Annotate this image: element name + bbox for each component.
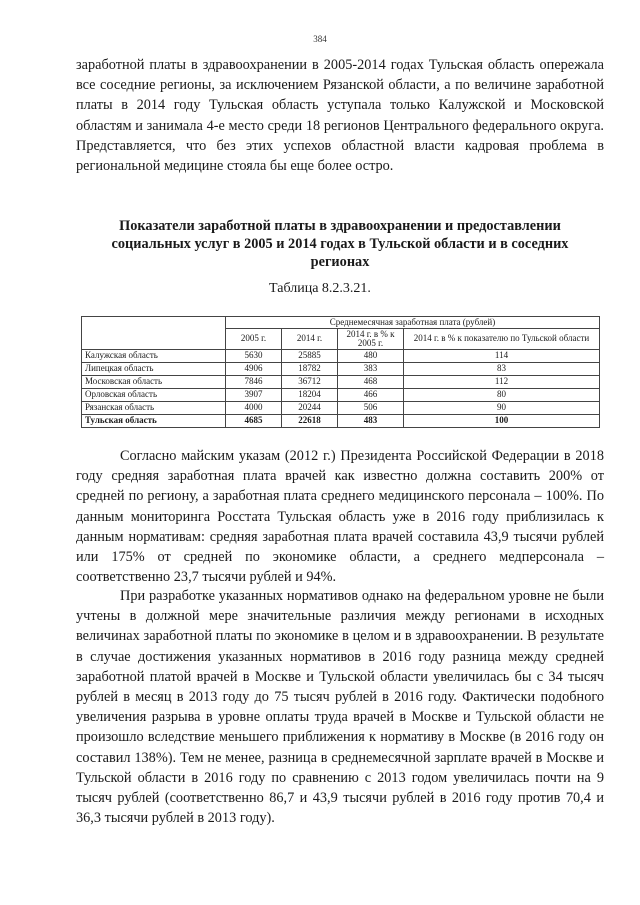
table-row <box>82 402 600 415</box>
pct-2005-cell: 480 <box>338 350 404 363</box>
value-2005-cell: 4000 <box>226 402 282 415</box>
pct-tula-cell: 90 <box>404 402 600 415</box>
value-2014-cell: 25885 <box>282 350 338 363</box>
column-header-pct-2005: 2014 г. в % к 2005 г. <box>338 329 404 350</box>
value-2005-cell: 4685 <box>226 415 282 428</box>
pct-2005-cell: 383 <box>338 363 404 376</box>
value-2005-cell: 4906 <box>226 363 282 376</box>
table-row-total <box>82 415 600 428</box>
paragraph-intro: заработной платы в здравоохранении в 2005-2014 годах Тульская область опережала все соседние регионы, за исключением Рязанской области, а по величине заработной платы в 2014 году Тульская область уступала только Калужской и Московской областям и занимала 4-е место среди 18 регионов Центрального федерального округа. Представляется, что без этих успехов областной власти кадровая проблема в региональной медицине стояла бы еще более остро. <box>76 57 604 175</box>
salary-table <box>81 316 600 428</box>
column-header-2014: 2014 г. <box>282 329 338 350</box>
pct-tula-cell: 80 <box>404 389 600 402</box>
pct-2005-cell: 466 <box>338 389 404 402</box>
pct-2005-cell: 468 <box>338 376 404 389</box>
table-row <box>82 376 600 389</box>
value-2014-cell: 18782 <box>282 363 338 376</box>
table-row <box>82 363 600 376</box>
region-cell: Калужская область <box>82 350 226 363</box>
region-cell: Московская область <box>82 376 226 389</box>
table-corner-cell <box>82 317 226 350</box>
region-cell: Тульская область <box>82 415 226 428</box>
pct-2005-cell: 483 <box>338 415 404 428</box>
table-row <box>82 389 600 402</box>
table-number: Таблица 8.2.3.21. <box>269 281 371 296</box>
column-header-pct-tula: 2014 г. в % к показателю по Тульской области <box>404 329 600 350</box>
pct-tula-cell: 114 <box>404 350 600 363</box>
region-cell: Орловская область <box>82 389 226 402</box>
value-2014-cell: 36712 <box>282 376 338 389</box>
pct-tula-cell: 100 <box>404 415 600 428</box>
column-header-2005: 2005 г. <box>226 329 282 350</box>
value-2005-cell: 7846 <box>226 376 282 389</box>
pct-tula-cell: 112 <box>404 376 600 389</box>
value-2014-cell: 20244 <box>282 402 338 415</box>
value-2005-cell: 5630 <box>226 350 282 363</box>
pct-2005-cell: 506 <box>338 402 404 415</box>
paragraph-decrees: Согласно майским указам (2012 г.) Президента Российской Федерации в 2018 году средняя заработная плата врачей как известно должна составить 200% от средней по региону, а заработная плата среднего медицинского персонала – 100%. По данным мониторинга Росстата Тульская область уже в 2016 году приблизилась к данным нормативам: средняя заработная плата врачей составила 43,9 тысячи рублей или 175% от средней по экономике области, а среднего медперсонала – соответственно 23,7 тысячи рублей и 94%. <box>76 448 604 586</box>
table-row <box>82 350 600 363</box>
page-number: 384 <box>313 34 327 44</box>
paragraph-norms: При разработке указанных нормативов однако на федеральном уровне не были учтены в должной мере значительные различия между регионами в исходных величинах заработной платы по экономике в целом и в здравоохранении. В результате в случае достижения указанных нормативов в 2016 году разница между средней заработной платой врачей в Москве и Тульской области увеличилась бы с 34 тысяч рублей в месяц в 2013 году до 75 тысяч рублей в 2016 году. Фактически подобного увеличения разрыва в уровне оплаты труда врачей в Москве и Тульской области не произошло вследствие меньшего приближения к нормативу в Москве (в 2016 году он составил 138%). Тем не менее, разница в среднемесячной зарплате врачей в Москве и Тульской области в 2016 году по сравнению с 2013 годом увеличилась почти на 9 тысяч рублей (соответственно 86,7 и 43,9 тысячи рублей в 2016 году против 70,4 и 36,3 тысячи рублей в 2013 году). <box>76 588 604 827</box>
table-heading: Показатели заработной платы в здравоохранении и предоставлении социальных услуг в 2005 и 2014 годах в Тульской области и в соседних регионах <box>111 218 569 270</box>
value-2005-cell: 3907 <box>226 389 282 402</box>
region-cell: Рязанская область <box>82 402 226 415</box>
value-2014-cell: 22618 <box>282 415 338 428</box>
region-cell: Липецкая область <box>82 363 226 376</box>
table-group-header: Среднемесячная заработная плата (рублей) <box>226 317 600 329</box>
pct-tula-cell: 83 <box>404 363 600 376</box>
value-2014-cell: 18204 <box>282 389 338 402</box>
table-header-row <box>82 317 600 329</box>
